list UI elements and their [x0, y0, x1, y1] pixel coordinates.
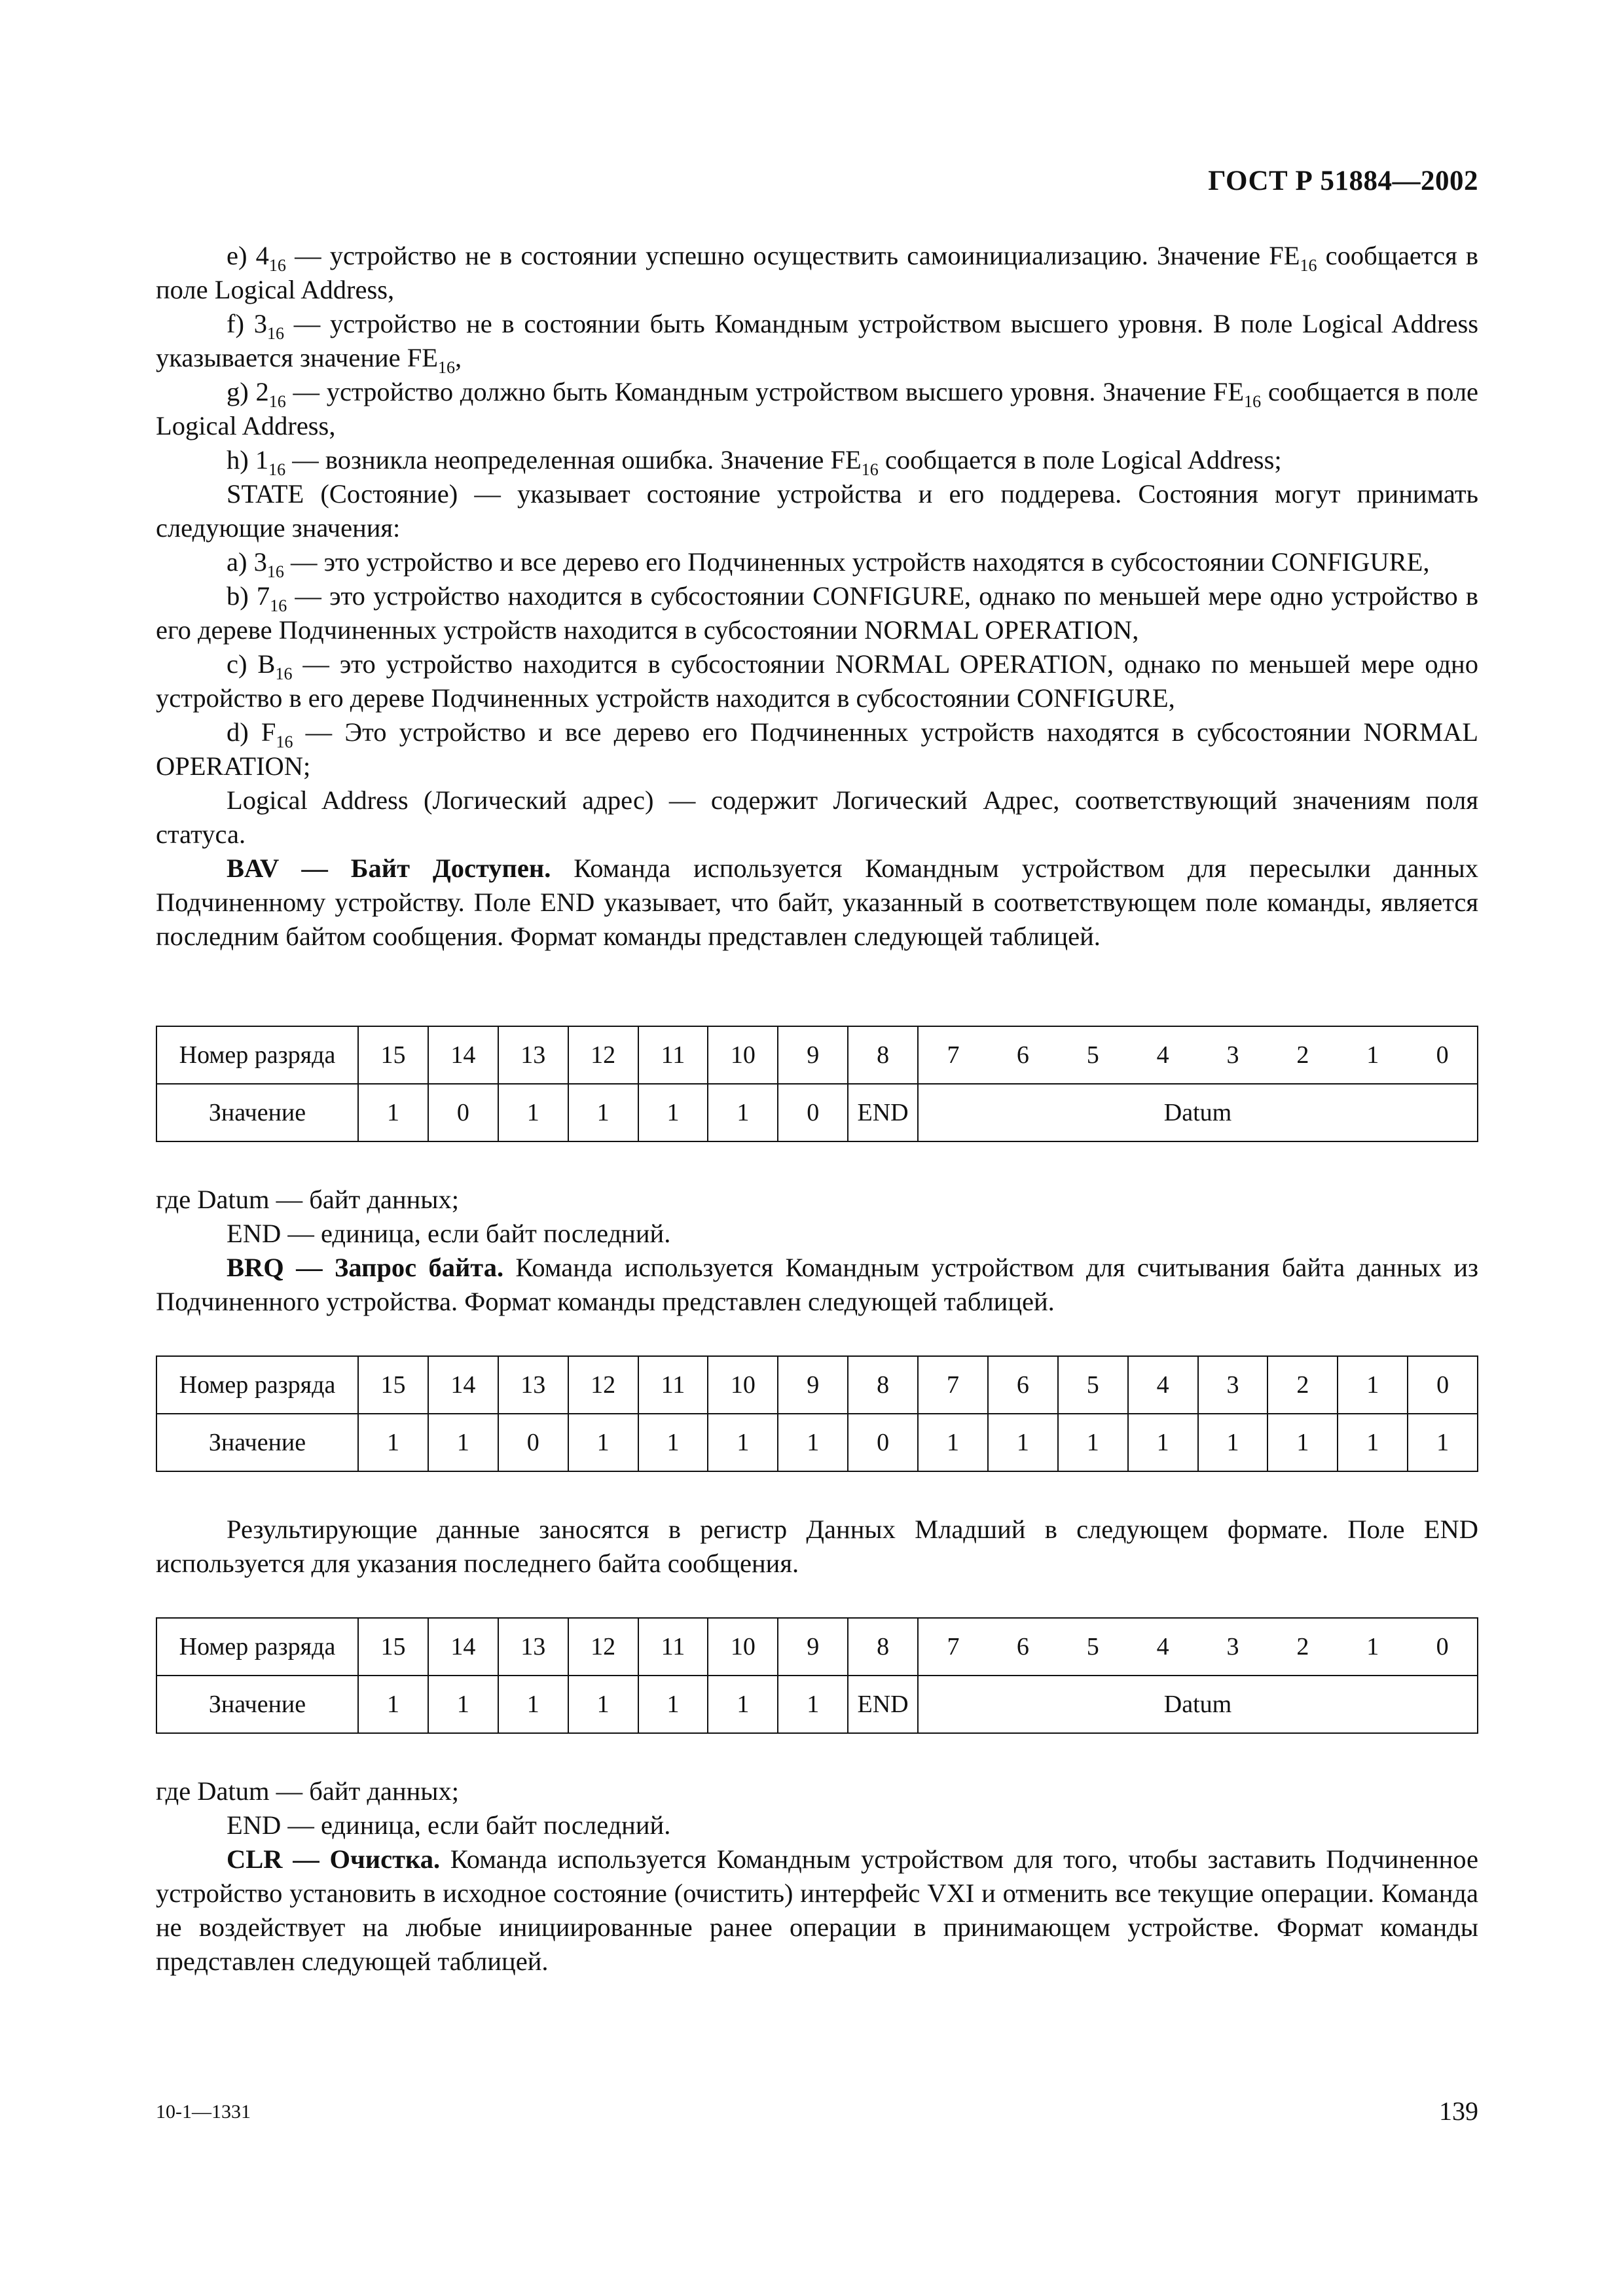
table-cell: 5 — [1058, 1618, 1128, 1676]
table-cell: Номер разряда — [156, 1618, 358, 1676]
document-body — [156, 239, 1478, 1979]
table-cell: 1 — [358, 1676, 428, 1733]
table-row — [156, 1676, 1478, 1733]
table-cell: 1 — [1338, 1618, 1408, 1676]
table-cell: 1 — [1338, 1356, 1408, 1414]
table-row — [156, 1026, 1478, 1084]
table-cell: Значение — [156, 1414, 358, 1471]
table-cell: 1 — [638, 1676, 708, 1733]
table-cell: 14 — [428, 1356, 498, 1414]
table-cell: 11 — [638, 1618, 708, 1676]
note-datum: где Datum — байт данных; — [156, 1185, 460, 1214]
table-cell: 13 — [498, 1356, 568, 1414]
paragraph-logical-address: Logical Address (Логический адрес) — содержит Логический Адрес, соответствующий значениям поля статуса. — [156, 785, 1478, 849]
document-header: ГОСТ Р 51884—2002 — [1208, 166, 1478, 196]
table-cell-datum: Datum — [918, 1084, 1478, 1141]
table-cell: 4 — [1128, 1356, 1198, 1414]
note-datum: где Datum — байт данных; — [156, 1776, 460, 1806]
table-cell: 1 — [1198, 1414, 1268, 1471]
table-cell: 1 — [568, 1676, 638, 1733]
table-cell: 10 — [708, 1618, 778, 1676]
table-cell: 1 — [638, 1414, 708, 1471]
note-end: END — единица, если байт последний. — [227, 1219, 671, 1248]
footer-code: 10-1—1331 — [156, 2101, 251, 2123]
table-cell: 1 — [1267, 1414, 1338, 1471]
table-cell: 1 — [498, 1676, 568, 1733]
table-cell: 1 — [778, 1414, 848, 1471]
table-cell: 10 — [708, 1026, 778, 1084]
table-cell: 2 — [1267, 1356, 1338, 1414]
table-cell: 15 — [358, 1356, 428, 1414]
table-cell: 3 — [1198, 1026, 1268, 1084]
table-cell: 11 — [638, 1356, 708, 1414]
table-cell: 1 — [498, 1084, 568, 1141]
table-cell: 0 — [848, 1414, 918, 1471]
table-cell: 2 — [1267, 1026, 1338, 1084]
note-end: END — единица, если байт последний. — [227, 1810, 671, 1840]
table-cell: 7 — [918, 1356, 988, 1414]
table-cell: 8 — [848, 1356, 918, 1414]
brq-format-table — [156, 1355, 1478, 1472]
table-cell: 8 — [848, 1026, 918, 1084]
table-cell: 1 — [358, 1414, 428, 1471]
table-cell: 1 — [1128, 1414, 1198, 1471]
table-cell: 1 — [428, 1676, 498, 1733]
table-cell: END — [848, 1676, 918, 1733]
table-cell: 1 — [568, 1084, 638, 1141]
table-cell: Значение — [156, 1676, 358, 1733]
bav-format-table — [156, 1026, 1478, 1142]
table-cell: 1 — [918, 1414, 988, 1471]
table-row — [156, 1084, 1478, 1141]
table-cell: 8 — [848, 1618, 918, 1676]
paragraph-state-b: b) $7_{16}$ — это устройство находится в субсостоянии CONFIGURE, однако по меньшей мере одно устройство в его дереве Подчиненных устройств находится в субсостоянии NORMAL OPERATION, — [156, 581, 1478, 645]
table-cell: 1 — [638, 1084, 708, 1141]
table-cell: 12 — [568, 1026, 638, 1084]
table-cell: 0 — [498, 1414, 568, 1471]
table-cell: 10 — [708, 1356, 778, 1414]
table-cell: 1 — [568, 1414, 638, 1471]
table-cell: 1 — [1338, 1414, 1408, 1471]
table-row — [156, 1618, 1478, 1676]
table-cell: 0 — [1408, 1618, 1478, 1676]
table-cell: 11 — [638, 1026, 708, 1084]
table-cell: 6 — [988, 1026, 1058, 1084]
table-cell: 13 — [498, 1618, 568, 1676]
table-cell: 1 — [1058, 1414, 1128, 1471]
table-cell: Номер разряда — [156, 1026, 358, 1084]
table-cell: 12 — [568, 1356, 638, 1414]
paragraph-state-a: a) $3_{16}$ — это устройство и все дерево его Подчиненных устройств находятся в субсостоянии CONFIGURE, — [227, 547, 1430, 581]
table-cell: 7 — [918, 1026, 988, 1084]
table-cell: 1 — [708, 1084, 778, 1141]
paragraph-state-c: c) $B_{16}$ — это устройство находится в субсостоянии NORMAL OPERATION, однако по меньшей мере одно устройство в его дереве Подчиненных устройств находится в субсостоянии CONFIGURE, — [156, 649, 1478, 713]
table-cell: 13 — [498, 1026, 568, 1084]
table-cell: 0 — [1408, 1356, 1478, 1414]
paragraph-clr: CLR — Очистка. Команда используется Командным устройством для того, чтобы заставить Подчиненное устройство установить в исходное состояние (очистить) интерфейс VXI и отменить все текущие операции. Команда не воздействует на любые инициированные ранее операции в принимающем устройстве. Формат команды представлен следующей таблицей. — [156, 1844, 1478, 1976]
paragraph-brq: BRQ — Запрос байта. Команда используется Командным устройством для считывания байта данных из Подчиненного устройства. Формат команды представлен следующей таблицей. — [156, 1253, 1478, 1316]
table-cell: 0 — [1408, 1026, 1478, 1084]
table-cell: 5 — [1058, 1356, 1128, 1414]
table-cell-datum: Datum — [918, 1676, 1478, 1733]
paragraph-f: f) $3_{16}$ — устройство не в состоянии быть Командным устройством высшего уровня. В поле Logical Address указывается значение $FE_{16}$, — [156, 309, 1478, 377]
table-cell: 1 — [708, 1676, 778, 1733]
table-cell: 6 — [988, 1356, 1058, 1414]
table-cell: 1 — [778, 1676, 848, 1733]
document-page — [156, 0, 1478, 2296]
table-cell: Значение — [156, 1084, 358, 1141]
table-cell: 12 — [568, 1618, 638, 1676]
table-cell: Номер разряда — [156, 1356, 358, 1414]
table-cell: 9 — [778, 1356, 848, 1414]
paragraph-bav: BAV — Байт Доступен. Команда используется Командным устройством для пересылки данных Подчиненному устройству. Поле END указывает, что байт, указанный в соответствующем поле команды, является последним байтом сообщения. Формат команды представлен следующей таблицей. — [156, 853, 1478, 951]
table-cell: 3 — [1198, 1618, 1268, 1676]
table-cell: 6 — [988, 1618, 1058, 1676]
result-format-table — [156, 1617, 1478, 1734]
table-cell: 15 — [358, 1618, 428, 1676]
paragraph-h: h) $1_{16}$ — возникла неопределенная ошибка. Значение $FE_{16}$ сообщается в поле Logical Address; — [227, 445, 1282, 479]
table-cell: 2 — [1267, 1618, 1338, 1676]
table-row — [156, 1414, 1478, 1471]
table-cell: 4 — [1128, 1026, 1198, 1084]
table-cell: 1 — [1338, 1026, 1408, 1084]
table-cell: 1 — [708, 1414, 778, 1471]
table-cell: 14 — [428, 1026, 498, 1084]
table-cell: 5 — [1058, 1026, 1128, 1084]
table-cell: 3 — [1198, 1356, 1268, 1414]
table-cell: 1 — [358, 1084, 428, 1141]
paragraph-result: Результирующие данные заносятся в регистр Данных Младший в следующем формате. Поле END используется для указания последнего байта сообщения. — [156, 1515, 1478, 1578]
table-cell: END — [848, 1084, 918, 1141]
paragraph-state-d: d) $F_{16}$ — Это устройство и все дерево его Подчиненных устройств находятся в субсостоянии NORMAL OPERATION; — [156, 717, 1479, 781]
table-cell: 1 — [988, 1414, 1058, 1471]
table-cell: 9 — [778, 1618, 848, 1676]
table-row — [156, 1356, 1478, 1414]
table-cell: 9 — [778, 1026, 848, 1084]
table-cell: 1 — [1408, 1414, 1478, 1471]
page-number: 139 — [1439, 2096, 1478, 2126]
table-cell: 0 — [428, 1084, 498, 1141]
paragraph-state: STATE (Состояние) — указывает состояние устройства и его поддерева. Состояния могут принимать следующие значения: — [156, 479, 1478, 543]
paragraph-e: e) $4_{16}$ — устройство не в состоянии успешно осуществить самоинициализацию. Значение $FE_{16}$ сообщается в поле Logical Address, — [156, 241, 1479, 304]
table-cell: 4 — [1128, 1618, 1198, 1676]
paragraph-g: g) $2_{16}$ — устройство должно быть Командным устройством высшего уровня. Значение $FE_{16}$ сообщается в поле Logical Address, — [156, 377, 1479, 440]
table-cell: 1 — [428, 1414, 498, 1471]
table-cell: 0 — [778, 1084, 848, 1141]
table-cell: 14 — [428, 1618, 498, 1676]
table-cell: 7 — [918, 1618, 988, 1676]
table-cell: 15 — [358, 1026, 428, 1084]
